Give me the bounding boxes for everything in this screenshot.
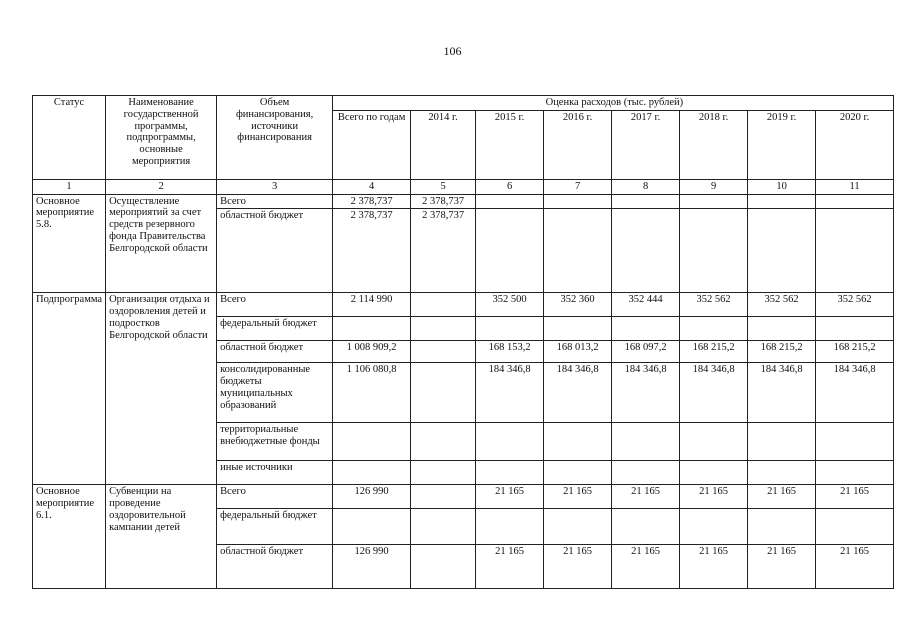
column-number-row bbox=[33, 179, 894, 194]
source-cell: областной бюджет bbox=[217, 341, 333, 363]
value-cell bbox=[411, 293, 476, 317]
header-year: 2018 г. bbox=[680, 110, 748, 179]
value-cell bbox=[411, 363, 476, 423]
value-cell bbox=[748, 209, 816, 293]
value-cell: 184 346,8 bbox=[612, 363, 680, 423]
source-cell: областной бюджет bbox=[217, 209, 333, 293]
value-cell bbox=[816, 423, 894, 461]
value-cell: 184 346,8 bbox=[680, 363, 748, 423]
value-cell bbox=[816, 194, 894, 209]
value-cell bbox=[680, 317, 748, 341]
value-cell: 21 165 bbox=[612, 485, 680, 509]
value-cell: 352 562 bbox=[680, 293, 748, 317]
value-cell: 2 378,737 bbox=[411, 194, 476, 209]
status-cell: Подпрограмма bbox=[33, 293, 106, 485]
value-cell bbox=[476, 209, 544, 293]
expenditure-table bbox=[32, 95, 894, 589]
value-cell bbox=[476, 423, 544, 461]
value-cell bbox=[333, 423, 411, 461]
value-cell bbox=[612, 194, 680, 209]
value-cell bbox=[476, 317, 544, 341]
value-cell: 21 165 bbox=[816, 485, 894, 509]
column-number: 3 bbox=[217, 179, 333, 194]
value-cell bbox=[333, 317, 411, 341]
value-cell: 352 562 bbox=[748, 293, 816, 317]
value-cell: 21 165 bbox=[544, 545, 612, 589]
column-number: 1 bbox=[33, 179, 106, 194]
value-cell: 21 165 bbox=[680, 485, 748, 509]
source-cell: областной бюджет bbox=[217, 545, 333, 589]
column-number: 9 bbox=[680, 179, 748, 194]
value-cell: 352 562 bbox=[816, 293, 894, 317]
value-cell bbox=[816, 209, 894, 293]
value-cell bbox=[476, 461, 544, 485]
value-cell bbox=[544, 461, 612, 485]
header-year: 2020 г. bbox=[816, 110, 894, 179]
value-cell bbox=[816, 509, 894, 545]
value-cell bbox=[544, 509, 612, 545]
value-cell bbox=[612, 209, 680, 293]
value-cell bbox=[748, 317, 816, 341]
value-cell bbox=[476, 194, 544, 209]
value-cell: 352 500 bbox=[476, 293, 544, 317]
value-cell bbox=[612, 317, 680, 341]
header-status: Статус bbox=[33, 96, 106, 180]
value-cell: 21 165 bbox=[680, 545, 748, 589]
value-cell: 184 346,8 bbox=[476, 363, 544, 423]
value-cell bbox=[680, 194, 748, 209]
source-cell: Всего bbox=[217, 485, 333, 509]
value-cell bbox=[680, 209, 748, 293]
value-cell bbox=[680, 461, 748, 485]
name-cell: Организация отдыха и оздоровления детей и подростков Белгородской области bbox=[106, 293, 217, 485]
value-cell bbox=[680, 509, 748, 545]
header-year: 2019 г. bbox=[748, 110, 816, 179]
value-cell: 168 153,2 bbox=[476, 341, 544, 363]
value-cell bbox=[612, 423, 680, 461]
value-cell: 2 378,737 bbox=[333, 209, 411, 293]
value-cell: 21 165 bbox=[748, 485, 816, 509]
value-cell: 168 215,2 bbox=[816, 341, 894, 363]
column-number: 6 bbox=[476, 179, 544, 194]
value-cell: 168 013,2 bbox=[544, 341, 612, 363]
value-cell bbox=[748, 423, 816, 461]
value-cell: 1 008 909,2 bbox=[333, 341, 411, 363]
source-cell: Всего bbox=[217, 293, 333, 317]
value-cell: 352 444 bbox=[612, 293, 680, 317]
value-cell bbox=[816, 461, 894, 485]
header-year: 2015 г. bbox=[476, 110, 544, 179]
value-cell: 21 165 bbox=[476, 545, 544, 589]
value-cell bbox=[748, 461, 816, 485]
name-cell: Субвенции на проведение оздоровительной кампании детей bbox=[106, 485, 217, 589]
header-estimate: Оценка расходов (тыс. рублей) bbox=[333, 96, 894, 111]
value-cell bbox=[411, 509, 476, 545]
value-cell bbox=[612, 509, 680, 545]
table-row bbox=[33, 194, 894, 209]
source-cell: иные источники bbox=[217, 461, 333, 485]
value-cell: 21 165 bbox=[816, 545, 894, 589]
header-total: Всего по годам bbox=[333, 110, 411, 179]
source-cell: консолидированные бюджеты муниципальных образований bbox=[217, 363, 333, 423]
value-cell: 2 378,737 bbox=[411, 209, 476, 293]
value-cell bbox=[333, 509, 411, 545]
value-cell: 1 106 080,8 bbox=[333, 363, 411, 423]
value-cell: 126 990 bbox=[333, 485, 411, 509]
value-cell: 184 346,8 bbox=[544, 363, 612, 423]
value-cell: 352 360 bbox=[544, 293, 612, 317]
value-cell bbox=[612, 461, 680, 485]
value-cell: 2 114 990 bbox=[333, 293, 411, 317]
value-cell bbox=[411, 423, 476, 461]
value-cell bbox=[544, 209, 612, 293]
status-cell: Основное мероприятие 6.1. bbox=[33, 485, 106, 589]
value-cell bbox=[411, 545, 476, 589]
value-cell: 184 346,8 bbox=[816, 363, 894, 423]
value-cell bbox=[476, 509, 544, 545]
value-cell: 168 215,2 bbox=[748, 341, 816, 363]
source-cell: федеральный бюджет bbox=[217, 317, 333, 341]
page-number: 106 bbox=[443, 44, 462, 58]
value-cell bbox=[411, 461, 476, 485]
value-cell bbox=[411, 485, 476, 509]
value-cell: 21 165 bbox=[476, 485, 544, 509]
value-cell bbox=[544, 317, 612, 341]
value-cell: 21 165 bbox=[748, 545, 816, 589]
column-number: 8 bbox=[612, 179, 680, 194]
table-row bbox=[33, 293, 894, 317]
source-cell: Всего bbox=[217, 194, 333, 209]
value-cell bbox=[544, 423, 612, 461]
source-cell: федеральный бюджет bbox=[217, 509, 333, 545]
column-number: 7 bbox=[544, 179, 612, 194]
value-cell bbox=[748, 509, 816, 545]
source-cell: территориальные внебюджетные фонды bbox=[217, 423, 333, 461]
value-cell bbox=[411, 341, 476, 363]
table-row bbox=[33, 485, 894, 509]
value-cell bbox=[333, 461, 411, 485]
column-number: 11 bbox=[816, 179, 894, 194]
value-cell bbox=[748, 194, 816, 209]
header-name: Наименование государственной программы, подпрограммы, основные мероприятия bbox=[106, 96, 217, 180]
header-row-top bbox=[33, 96, 894, 111]
value-cell: 126 990 bbox=[333, 545, 411, 589]
column-number: 4 bbox=[333, 179, 411, 194]
value-cell bbox=[411, 317, 476, 341]
value-cell bbox=[544, 194, 612, 209]
value-cell bbox=[816, 317, 894, 341]
header-year: 2017 г. bbox=[612, 110, 680, 179]
header-year: 2016 г. bbox=[544, 110, 612, 179]
header-year: 2014 г. bbox=[411, 110, 476, 179]
value-cell: 184 346,8 bbox=[748, 363, 816, 423]
column-number: 2 bbox=[106, 179, 217, 194]
value-cell bbox=[680, 423, 748, 461]
value-cell: 168 097,2 bbox=[612, 341, 680, 363]
name-cell: Осуществление мероприятий за счет средств резервного фонда Правительства Белгородской области bbox=[106, 194, 217, 293]
column-number: 5 bbox=[411, 179, 476, 194]
status-cell: Основное мероприятие 5.8. bbox=[33, 194, 106, 293]
value-cell: 21 165 bbox=[544, 485, 612, 509]
column-number: 10 bbox=[748, 179, 816, 194]
value-cell: 2 378,737 bbox=[333, 194, 411, 209]
header-volume: Объем финансирования, источники финансирования bbox=[217, 96, 333, 180]
value-cell: 21 165 bbox=[612, 545, 680, 589]
value-cell: 168 215,2 bbox=[680, 341, 748, 363]
